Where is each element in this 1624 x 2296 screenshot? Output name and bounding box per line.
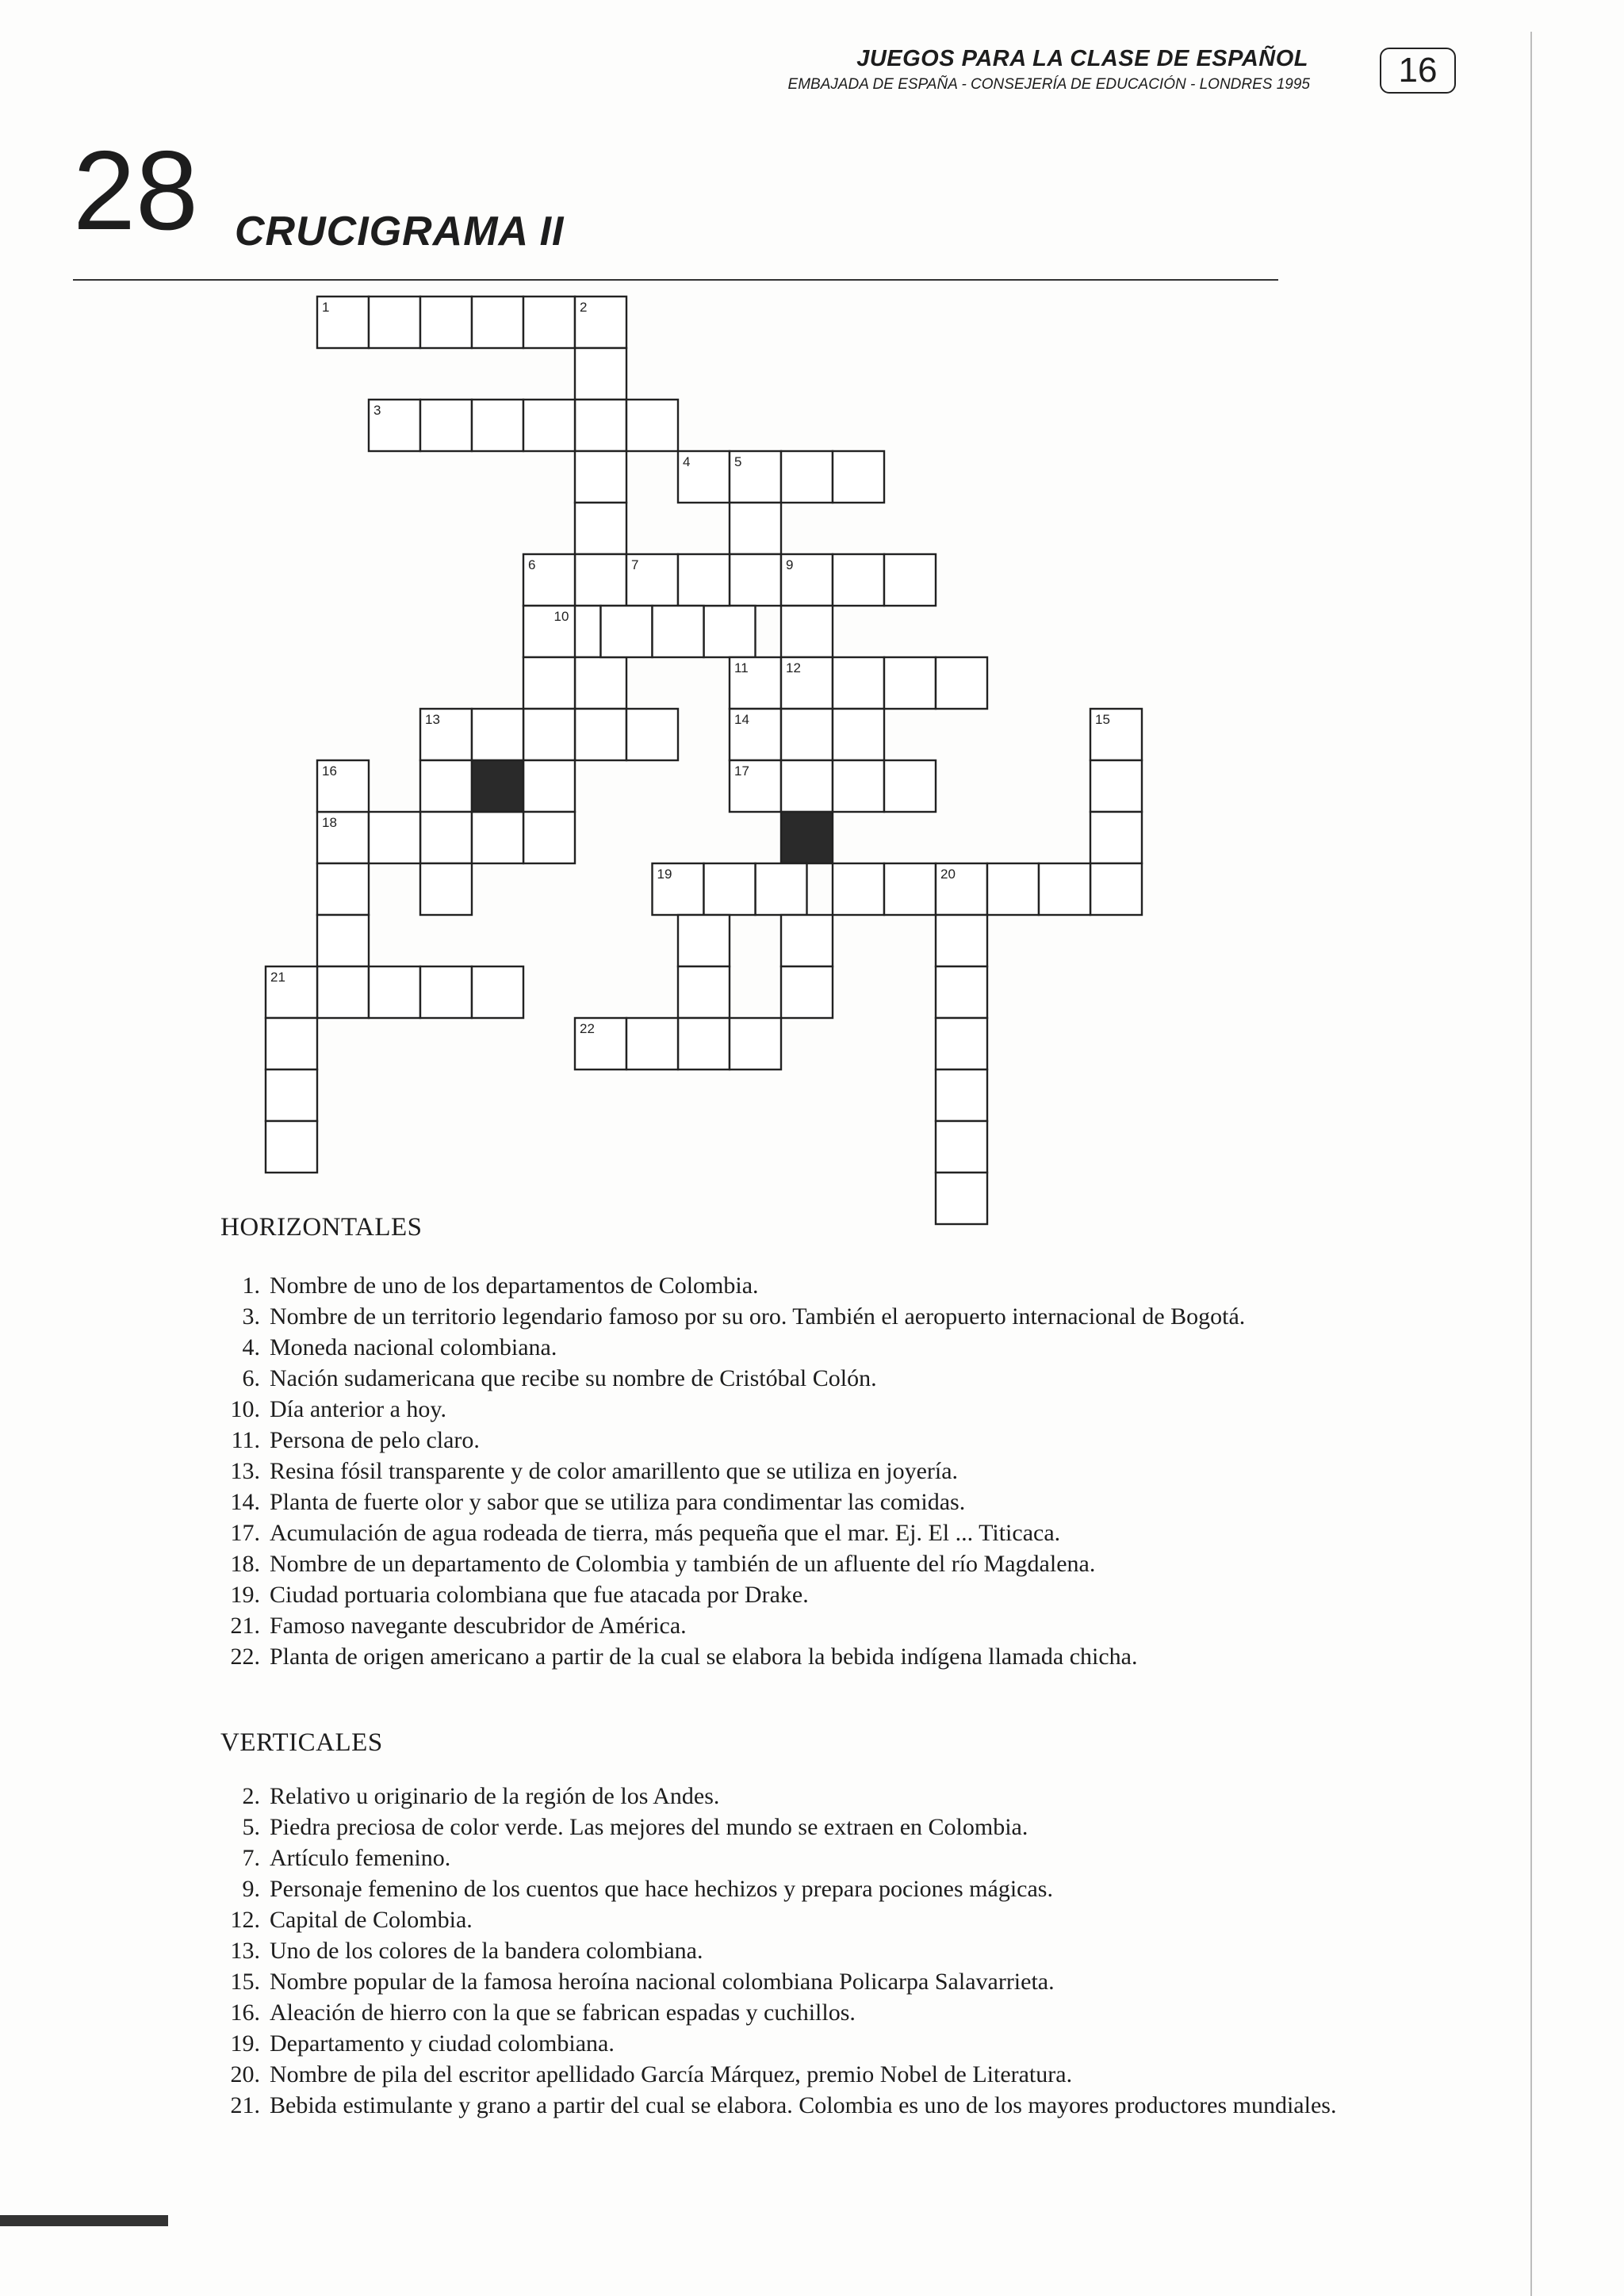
horizontal-clue xyxy=(214,1579,1419,1610)
clue-text: Ciudad portuaria colombiana que fue atacada por Drake. xyxy=(270,1582,809,1608)
crossword-cell[interactable] xyxy=(1090,760,1142,812)
crossword-cell[interactable] xyxy=(317,966,369,1018)
crossword-cell[interactable] xyxy=(1090,863,1142,915)
crossword-cell[interactable] xyxy=(936,1121,987,1173)
activity-number: 28 xyxy=(73,128,198,254)
clue-number: 10. xyxy=(230,1396,260,1422)
horizontal-clue xyxy=(214,1517,1419,1548)
crossword-cell[interactable] xyxy=(626,1018,678,1070)
cell-clue-number: 17 xyxy=(734,763,749,779)
clue-number: 22. xyxy=(230,1644,260,1670)
clue-text: Nombre de un departamento de Colombia y también de un afluente del río Magdalena. xyxy=(270,1551,1096,1577)
clue-number: 2. xyxy=(242,1783,260,1809)
crossword-cell[interactable] xyxy=(420,863,472,915)
crossword-cell[interactable] xyxy=(833,657,884,709)
crossword-cell[interactable] xyxy=(626,400,678,451)
clue-text: Nombre de un territorio legendario famoso por su oro. También el aeropuerto internacional de Bogotá. xyxy=(270,1303,1246,1330)
horizontal-clue xyxy=(214,1641,1419,1672)
cell-clue-number: 11 xyxy=(734,660,749,675)
clue-text: Capital de Colombia. xyxy=(270,1907,473,1933)
crossword-cell[interactable] xyxy=(472,297,523,348)
clue-number: 16. xyxy=(230,1999,260,2026)
crossword-cell[interactable] xyxy=(472,709,523,760)
clue-text: Piedra preciosa de color verde. Las mejores del mundo se extraen en Colombia. xyxy=(270,1814,1028,1840)
clue-number: 21. xyxy=(230,2092,260,2118)
crossword-cell[interactable] xyxy=(523,657,575,709)
clue-number: 20. xyxy=(230,2061,260,2087)
cell-clue-number: 9 xyxy=(786,557,794,572)
crossword-cell[interactable] xyxy=(420,812,472,863)
crossword-cell[interactable] xyxy=(575,348,626,400)
vertical-clue xyxy=(214,2028,1419,2059)
verticales-clue-list xyxy=(214,1781,1419,2121)
crossword-cell[interactable] xyxy=(704,606,756,657)
cell-clue-number: 13 xyxy=(425,712,440,727)
cell-clue-number: 7 xyxy=(631,557,639,572)
crossword-cell[interactable] xyxy=(936,1018,987,1070)
crossword-cell[interactable] xyxy=(653,606,704,657)
crossword-cell[interactable] xyxy=(472,400,523,451)
horizontales-heading: HORIZONTALES xyxy=(220,1213,423,1242)
vertical-clue xyxy=(214,1812,1419,1843)
clue-number: 19. xyxy=(230,1582,260,1608)
cell-clue-number: 6 xyxy=(528,557,536,572)
clue-text: Relativo u originario de la región de los Andes. xyxy=(270,1783,720,1809)
crossword-cell[interactable] xyxy=(833,760,884,812)
crossword-cell[interactable] xyxy=(523,709,575,760)
crossword-black-cell xyxy=(781,812,833,863)
clue-text: Artículo femenino. xyxy=(270,1845,451,1871)
crossword-cell[interactable] xyxy=(472,812,523,863)
header-title: JUEGOS PARA LA CLASE DE ESPAÑOL xyxy=(856,46,1308,71)
crossword-cell[interactable] xyxy=(420,760,472,812)
vertical-clue xyxy=(214,1935,1419,1966)
horizontal-clue xyxy=(214,1363,1419,1394)
crossword-cell[interactable] xyxy=(781,451,833,503)
crossword-cell[interactable] xyxy=(884,657,936,709)
crossword-cell[interactable] xyxy=(472,966,523,1018)
clue-number: 3. xyxy=(242,1303,260,1330)
vertical-clue xyxy=(214,1781,1419,1812)
clue-text: Planta de fuerte olor y sabor que se utiliza para condimentar las comidas. xyxy=(270,1489,966,1515)
crossword-cell[interactable] xyxy=(781,606,833,657)
clue-number: 7. xyxy=(242,1845,260,1871)
crossword-cell[interactable] xyxy=(523,400,575,451)
crossword-cell[interactable] xyxy=(420,400,472,451)
clue-text: Moneda nacional colombiana. xyxy=(270,1334,557,1360)
vertical-clue xyxy=(214,1843,1419,1873)
crossword-cell[interactable] xyxy=(678,1018,730,1070)
crossword-cell[interactable] xyxy=(781,966,833,1018)
horizontal-clue xyxy=(214,1270,1419,1301)
clue-text: Departamento y ciudad colombiana. xyxy=(270,2030,615,2057)
activity-title: CRUCIGRAMA II xyxy=(235,209,565,254)
crossword-cell[interactable] xyxy=(575,503,626,554)
cell-clue-number: 15 xyxy=(1095,712,1110,727)
crossword-cell[interactable] xyxy=(936,915,987,966)
vertical-clue xyxy=(214,2090,1419,2121)
crossword-cell[interactable] xyxy=(601,606,653,657)
crossword-cell[interactable] xyxy=(266,1121,317,1173)
clue-text: Acumulación de agua rodeada de tierra, más pequeña que el mar. Ej. El ... Titicaca. xyxy=(270,1520,1061,1546)
crossword-cell[interactable] xyxy=(626,709,678,760)
crossword-cell[interactable] xyxy=(884,760,936,812)
crossword-cell[interactable] xyxy=(266,1018,317,1070)
vertical-clue xyxy=(214,1997,1419,2028)
crossword-cell[interactable] xyxy=(369,966,420,1018)
crossword-cell[interactable] xyxy=(523,297,575,348)
crossword-cell[interactable] xyxy=(369,812,420,863)
clue-number: 11. xyxy=(231,1427,260,1453)
crossword-cell[interactable] xyxy=(730,554,781,606)
horizontal-clue xyxy=(214,1456,1419,1487)
clue-number: 12. xyxy=(230,1907,260,1933)
crossword-cell[interactable] xyxy=(884,863,936,915)
crossword-cell[interactable] xyxy=(575,400,626,451)
header-subtitle: EMBAJADA DE ESPAÑA - CONSEJERÍA DE EDUCACIÓN - LONDRES 1995 xyxy=(787,76,1310,93)
cell-clue-number: 10 xyxy=(553,609,569,624)
horizontal-clue xyxy=(214,1332,1419,1363)
crossword-cell[interactable] xyxy=(704,863,756,915)
crossword-cell[interactable] xyxy=(575,657,626,709)
clue-number: 17. xyxy=(230,1520,260,1546)
clue-number: 21. xyxy=(230,1613,260,1639)
crossword-cell[interactable] xyxy=(575,709,626,760)
cell-clue-number: 18 xyxy=(322,815,337,830)
clue-number: 9. xyxy=(242,1876,260,1902)
crossword-cell[interactable] xyxy=(756,863,807,915)
cell-clue-number: 21 xyxy=(270,970,285,985)
clue-number: 5. xyxy=(242,1814,260,1840)
cell-clue-number: 22 xyxy=(580,1021,595,1036)
page-number-badge: 16 xyxy=(1380,48,1456,94)
crossword-cell[interactable] xyxy=(781,709,833,760)
clue-number: 1. xyxy=(242,1272,260,1299)
crossword-cell[interactable] xyxy=(833,709,884,760)
clue-text: Nombre popular de la famosa heroína nacional colombiana Policarpa Salavarrieta. xyxy=(270,1969,1055,1995)
crossword-cell[interactable] xyxy=(266,1070,317,1121)
crossword-cell[interactable] xyxy=(420,297,472,348)
clue-number: 13. xyxy=(230,1458,260,1484)
crossword-cell[interactable] xyxy=(523,812,575,863)
crossword-cell[interactable] xyxy=(420,966,472,1018)
crossword-black-cell xyxy=(472,760,523,812)
crossword-cell[interactable] xyxy=(833,863,884,915)
crossword-cell[interactable] xyxy=(884,554,936,606)
crossword-cell[interactable] xyxy=(987,863,1039,915)
clue-text: Nombre de uno de los departamentos de Colombia. xyxy=(270,1272,759,1299)
crossword-cell[interactable] xyxy=(730,1018,781,1070)
horizontal-clue xyxy=(214,1394,1419,1425)
crossword-cell[interactable] xyxy=(936,1070,987,1121)
crossword-cell[interactable] xyxy=(781,915,833,966)
crossword-cell[interactable] xyxy=(575,451,626,503)
clue-text: Día anterior a hoy. xyxy=(270,1396,446,1422)
horizontal-clue xyxy=(214,1610,1419,1641)
cell-clue-number: 14 xyxy=(734,712,749,727)
crossword-cell[interactable] xyxy=(730,503,781,554)
cell-clue-number: 16 xyxy=(322,763,337,779)
crossword-cell[interactable] xyxy=(678,554,730,606)
clue-text: Personaje femenino de los cuentos que hace hechizos y prepara pociones mágicas. xyxy=(270,1876,1053,1902)
cell-clue-number: 19 xyxy=(657,867,672,882)
footer-bar xyxy=(0,2215,168,2226)
crossword-cell[interactable] xyxy=(575,554,626,606)
cell-clue-number: 3 xyxy=(373,403,381,418)
clue-number: 13. xyxy=(230,1938,260,1964)
crossword-cell[interactable] xyxy=(936,1173,987,1224)
vertical-clue xyxy=(214,1873,1419,1904)
clue-text: Aleación de hierro con la que se fabrican espadas y cuchillos. xyxy=(270,1999,856,2026)
clue-text: Resina fósil transparente y de color amarillento que se utiliza en joyería. xyxy=(270,1458,959,1484)
crossword-cell[interactable] xyxy=(678,915,730,966)
clue-number: 4. xyxy=(242,1334,260,1360)
cell-clue-number: 5 xyxy=(734,454,742,469)
cell-clue-number: 2 xyxy=(580,300,588,315)
horizontal-clue xyxy=(214,1425,1419,1456)
cell-clue-number: 4 xyxy=(683,454,691,469)
clue-number: 15. xyxy=(230,1969,260,1995)
clue-text: Famoso navegante descubridor de América. xyxy=(270,1613,687,1639)
clue-number: 18. xyxy=(230,1551,260,1577)
crossword-cell[interactable] xyxy=(523,760,575,812)
crossword-cell[interactable] xyxy=(936,657,987,709)
clue-text: Uno de los colores de la bandera colombiana. xyxy=(270,1938,703,1964)
crossword-cell[interactable] xyxy=(1039,863,1090,915)
horizontal-clue xyxy=(214,1487,1419,1517)
horizontal-clue xyxy=(214,1548,1419,1579)
horizontales-clue-list xyxy=(214,1270,1419,1672)
clue-number: 6. xyxy=(242,1365,260,1391)
crossword-cell[interactable] xyxy=(317,915,369,966)
clue-text: Nación sudamericana que recibe su nombre de Cristóbal Colón. xyxy=(270,1365,877,1391)
clue-text: Nombre de pila del escritor apellidado García Márquez, premio Nobel de Literatura. xyxy=(270,2061,1073,2087)
vertical-clue xyxy=(214,1966,1419,1997)
crossword-cell[interactable] xyxy=(936,966,987,1018)
cell-clue-number: 1 xyxy=(322,300,330,315)
crossword-cell[interactable] xyxy=(317,863,369,915)
clue-number: 19. xyxy=(230,2030,260,2057)
crossword-cell[interactable] xyxy=(833,554,884,606)
clue-text: Bebida estimulante y grano a partir del cual se elabora. Colombia es uno de los mayores productores mundiales. xyxy=(270,2092,1337,2118)
crossword-cell[interactable] xyxy=(833,451,884,503)
clue-text: Persona de pelo claro. xyxy=(270,1427,480,1453)
horizontal-clue xyxy=(214,1301,1419,1332)
verticales-heading: VERTICALES xyxy=(220,1728,383,1757)
cell-clue-number: 20 xyxy=(940,867,956,882)
crossword-cell[interactable] xyxy=(678,966,730,1018)
crossword-cell[interactable] xyxy=(781,760,833,812)
cell-clue-number: 12 xyxy=(786,660,801,675)
crossword-cell[interactable] xyxy=(1090,812,1142,863)
vertical-clue xyxy=(214,1904,1419,1935)
vertical-clue xyxy=(214,2059,1419,2090)
clue-number: 14. xyxy=(230,1489,260,1515)
crossword-cell[interactable] xyxy=(369,297,420,348)
clue-text: Planta de origen americano a partir de la cual se elabora la bebida indígena llamada chicha. xyxy=(270,1644,1138,1670)
